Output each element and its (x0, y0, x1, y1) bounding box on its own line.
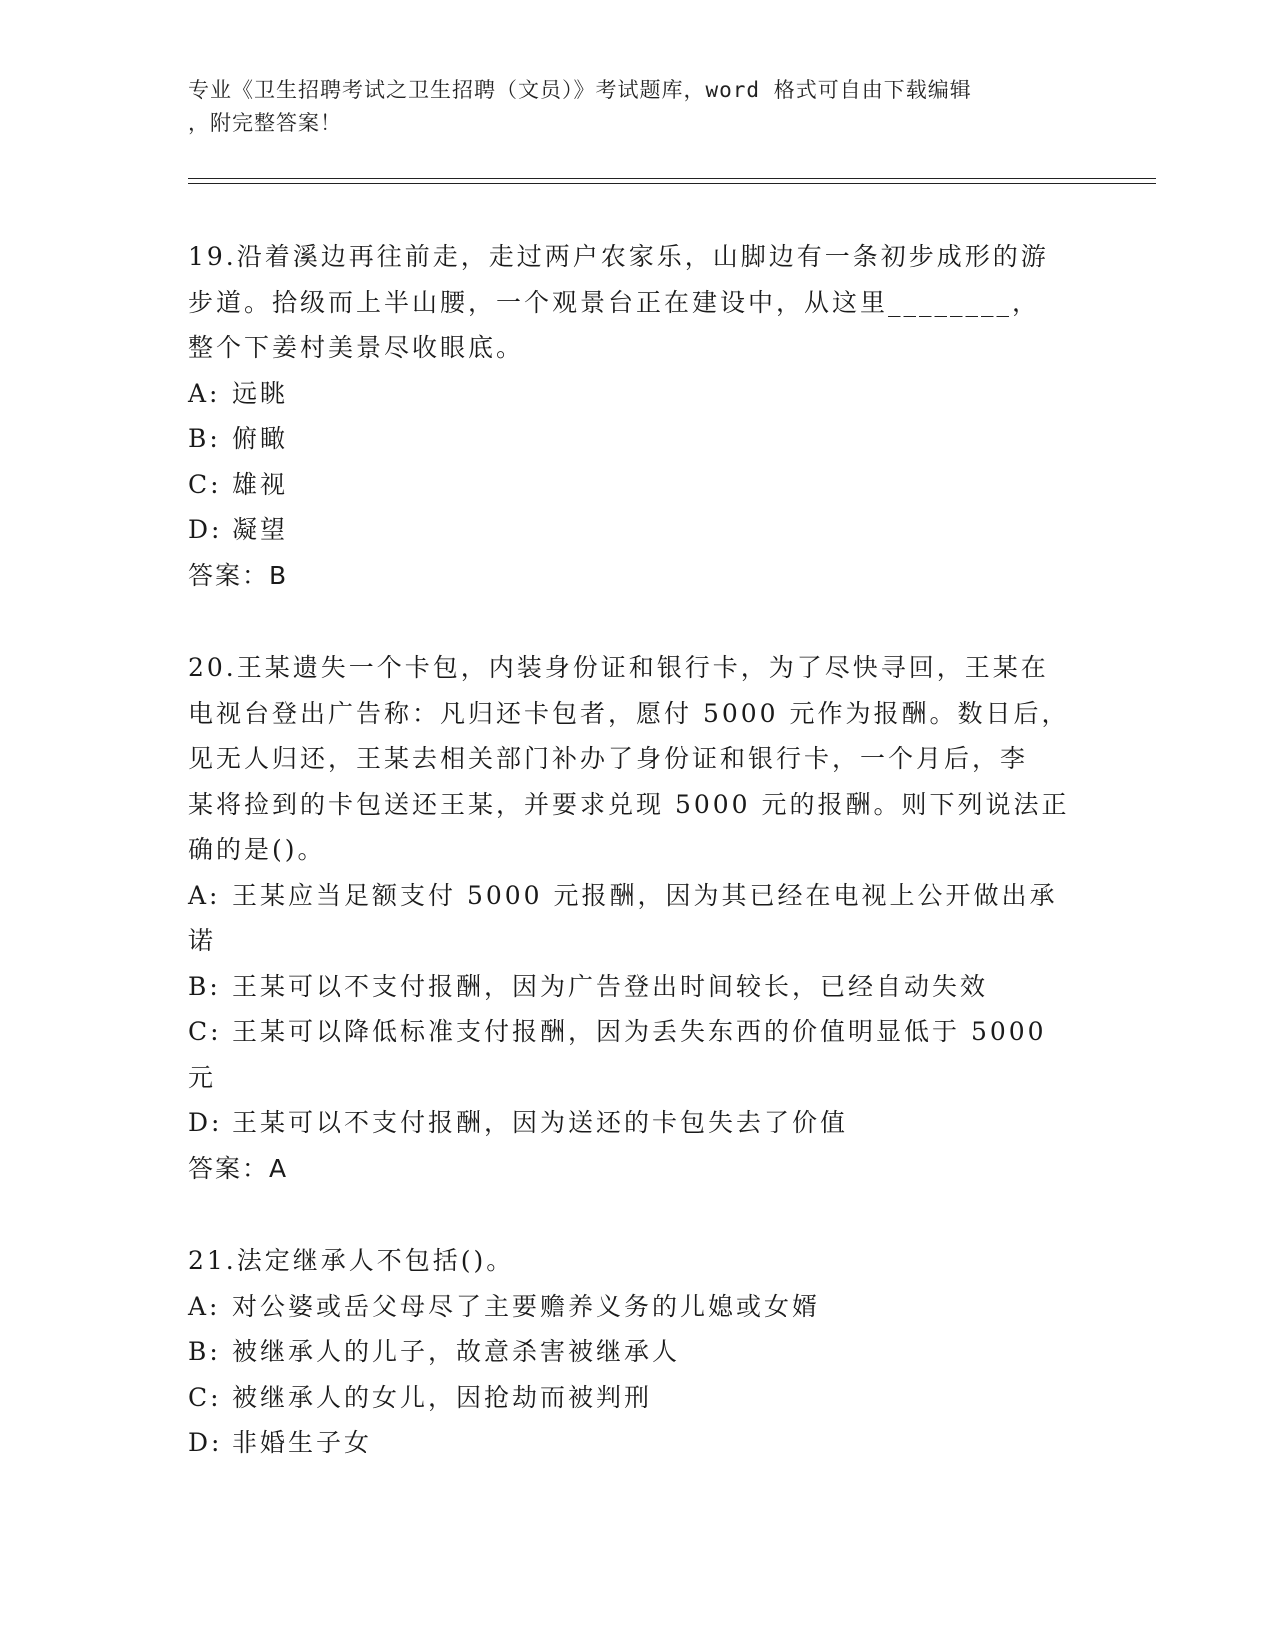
option-text: 被继承人的儿子，故意杀害被继承人 (232, 1337, 681, 1366)
option-c (188, 1375, 1078, 1421)
option-label: D: (188, 515, 223, 544)
header-line-1: 专业《卫生招聘考试之卫生招聘（文员）》考试题库，word 格式可自由下载编辑 (188, 78, 972, 102)
option-text: 王某可以不支付报酬，因为广告登出时间较长，已经自动失效 (232, 971, 989, 1001)
header-line-2: ，附完整答案！ (188, 111, 342, 135)
question-19 (188, 234, 1078, 598)
option-text: 王某可以降低标准支付报酬，因为丢失东西的价值明显低于 5000 (232, 1017, 1047, 1046)
option-label: C: (188, 1017, 222, 1046)
option-label: B: (188, 1337, 221, 1366)
option-label: B: (188, 971, 221, 1001)
stem-line: 见无人归还，王某去相关部门补办了身份证和银行卡，一个月后，李 (188, 744, 1029, 773)
answer: 答案：B (188, 560, 289, 590)
stem-line: 步道。拾级而上半山腰，一个观景台正在建设中，从这里________， (188, 287, 1041, 317)
question-stem (188, 1238, 1078, 1284)
stem-line: 21.法定继承人不包括()。 (188, 1246, 515, 1275)
question-stem (188, 645, 1078, 873)
option-label: D: (188, 1108, 223, 1137)
option-d (188, 1420, 1078, 1466)
stem-line: 整个下姜村美景尽收眼底。 (188, 333, 525, 362)
option-c-continued: 元 (188, 1062, 217, 1092)
question-21 (188, 1238, 1078, 1466)
option-d (188, 1100, 1078, 1146)
answer: 答案：A (188, 1153, 289, 1183)
option-a (188, 1284, 1078, 1330)
option-text: 王某可以不支付报酬，因为送还的卡包失去了价值 (232, 1108, 849, 1137)
option-b (188, 416, 1078, 462)
option-text: 王某应当足额支付 5000 元报酬，因为其已经在电视上公开做出承 (232, 880, 1058, 910)
question-stem (188, 234, 1078, 371)
option-text: 非婚生子女 (232, 1428, 373, 1457)
option-b (188, 964, 1078, 1010)
option-a (188, 371, 1078, 417)
option-label: C: (188, 1382, 222, 1412)
option-b (188, 1329, 1078, 1375)
option-c (188, 1009, 1078, 1055)
option-label: D: (188, 1428, 223, 1457)
option-text: 凝望 (232, 515, 289, 544)
option-label: C: (188, 469, 222, 499)
option-label: A: (188, 880, 221, 910)
stem-line: 20.王某遗失一个卡包，内装身份证和银行卡，为了尽快寻回，王某在 (188, 653, 1049, 682)
option-a-continued: 诺 (188, 926, 217, 955)
option-label: A: (188, 1291, 221, 1321)
stem-line: 某将捡到的卡包送还王某，并要求兑现 5000 元的报酬。则下列说法正 (188, 789, 1070, 819)
option-text: 远眺 (232, 378, 289, 408)
option-text: 俯瞰 (232, 424, 289, 453)
option-label: A: (188, 378, 221, 408)
stem-line: 19.沿着溪边再往前走，走过两户农家乐，山脚边有一条初步成形的游 (188, 242, 1049, 271)
stem-line: 确的是()。 (188, 835, 326, 864)
header-divider-top (188, 178, 1156, 179)
option-c (188, 462, 1078, 508)
option-d (188, 507, 1078, 553)
option-text: 雄视 (232, 469, 289, 499)
document-header (188, 74, 1068, 140)
option-text: 对公婆或岳父母尽了主要赡养义务的儿媳或女婿 (232, 1291, 821, 1321)
question-20 (188, 645, 1078, 1191)
option-a (188, 873, 1078, 919)
stem-line: 电视台登出广告称：凡归还卡包者，愿付 5000 元作为报酬。数日后， (188, 698, 1070, 728)
option-label: B: (188, 424, 221, 453)
option-text: 被继承人的女儿，因抢劫而被判刑 (232, 1382, 653, 1412)
header-divider-bottom (188, 183, 1156, 184)
